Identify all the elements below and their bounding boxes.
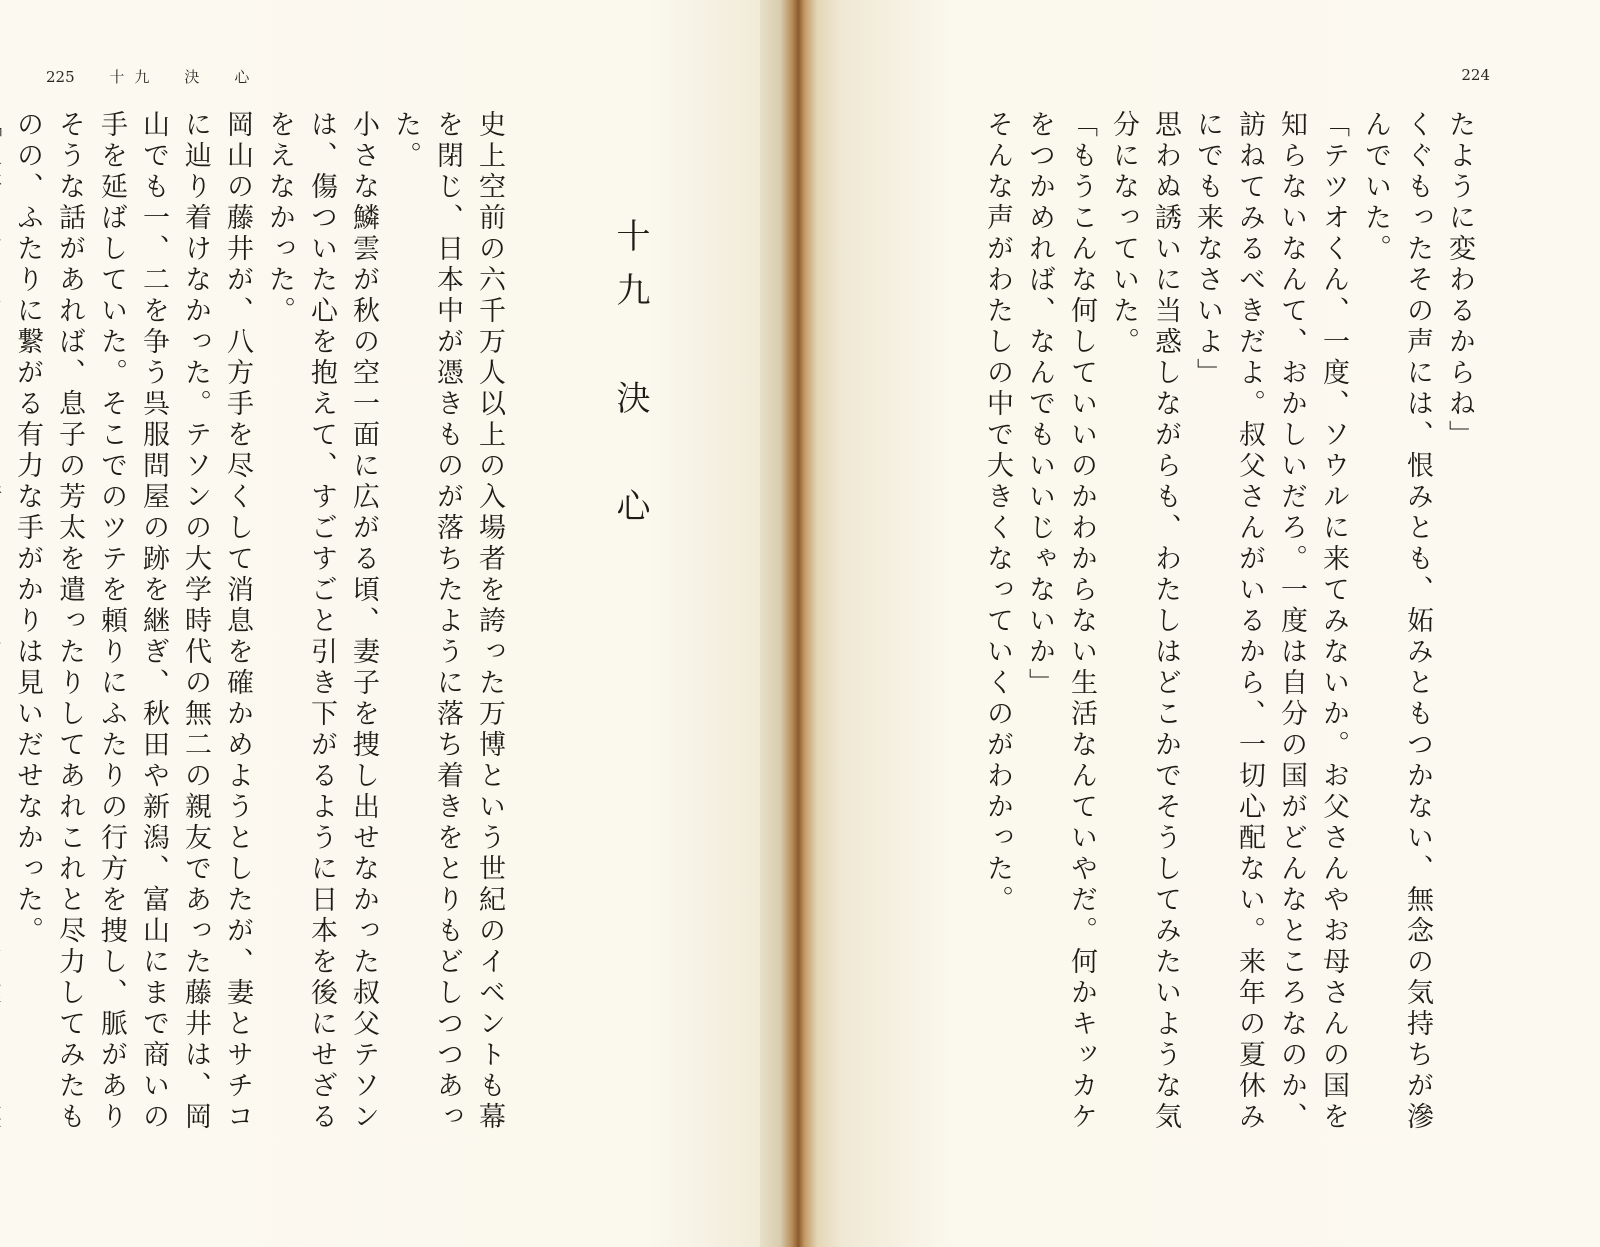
paragraph: 「テツオくん、一度、ソウルに来てみないか。お父さんやお母さんの国を知らないなんて、おかしいだろ。一度は自分の国がどんなところなのか、訪ねてみるべきだよ。叔父さんがいるから、一切心配ない。来年の夏休みにでも来なさいよ」 — [1192, 110, 1349, 1133]
left-page-body — [0, 110, 510, 1150]
paragraph: 岡山の藤井が、八方手を尽くして消息を確かめようとしたが、妻とサチコに辿り着けなかった。テソンの大学時代の無二の親友であった藤井は、岡山でも一、二を争う呉服問屋の跡を継ぎ、秋田や新潟、富山にまで商いの手を延ばしていた。そこでのツテを頼りにふたりの行方を捜し、脈がありそうな話があれば、息子の芳太を遣ったりしてあれこれと尽力してみたものの、ふたりに繋がる有力な手がかりは見いだせなかった。 — [12, 110, 253, 1133]
right-page-body — [820, 110, 1480, 1150]
paragraph: 小さな鱗雲が秋の空一面に広がる頃、妻子を捜し出せなかった叔父テソンは、傷ついた心を抱えて、すごすごと引き下がるように日本を後にせざるをえなかった。 — [264, 110, 379, 1133]
right-page — [840, 0, 1600, 1247]
chapter-title: 十九 決 心 — [610, 218, 650, 542]
left-page-header — [46, 66, 259, 87]
left-page-number: 225 — [46, 68, 75, 86]
paragraph: そんな声がわたしの中で大きくなっていくのがわかった。 — [982, 110, 1013, 916]
paragraph: 「もうこんな何していいのかわからない生活なんていやだ。何かキッカケをつかめれば、なんでもいいじゃないか」 — [1024, 110, 1097, 1133]
running-head: 十九 決 心 — [109, 68, 260, 86]
paragraph: たように変わるからね」 — [1444, 110, 1475, 451]
paragraph: くぐもったその声には、恨みとも、妬みともつかない、無念の気持ちが滲んでいた。 — [1360, 110, 1433, 1133]
paragraph: 思わぬ誘いに当惑しながらも、わたしはどこかでそうしてみたいような気分になっていた。 — [1108, 110, 1181, 1133]
right-page-number: 224 — [1461, 66, 1490, 84]
left-page — [0, 0, 760, 1247]
paragraph — [0, 110, 6, 1150]
paragraph: 史上空前の六千万人以上の入場者を誇った万博という世紀のイベントも幕を閉じ、日本中が憑きものが落ちたように落ち着きをとりもどしつつあった。 — [390, 110, 505, 1133]
